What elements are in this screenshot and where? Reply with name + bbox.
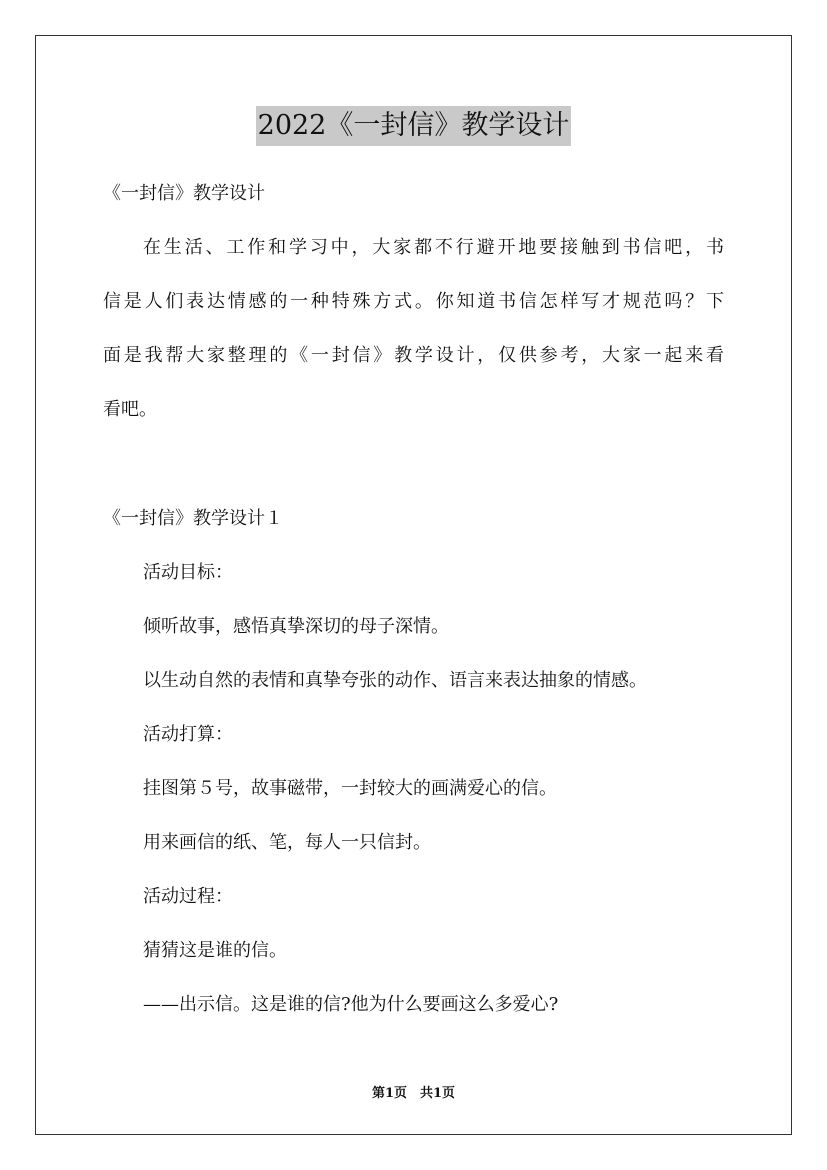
section-heading: 《一封信》教学设计１ (103, 508, 283, 529)
document-subtitle: 《一封信》教学设计 (103, 183, 265, 204)
section-line-3: 以生动自然的表情和真挚夸张的动作、语言来表达抽象的情感。 (143, 670, 647, 691)
page-number-label: 第1页 共1页 (371, 1086, 456, 1101)
document-title-text: 2022《一封信》教学设计 (256, 106, 572, 146)
intro-line-4: 看吧。 (103, 399, 157, 420)
section-line-2: 倾听故事，感悟真挚深切的母子深情。 (143, 616, 449, 637)
section-line-9: ——出示信。这是谁的信?他为什么要画这么多爱心? (143, 994, 559, 1015)
section-line-1: 活动目标： (143, 562, 233, 583)
document-title (0, 104, 827, 146)
intro-line-1: 在生活、工作和学习中，大家都不行避开地要接触到书信吧，书 (143, 237, 724, 258)
intro-line-3: 面是我帮大家整理的《一封信》教学设计，仅供参考，大家一起来看 (103, 345, 724, 366)
section-line-8: 猜猜这是谁的信。 (143, 940, 287, 961)
section-line-4: 活动打算： (143, 724, 233, 745)
section-line-5: 挂图第５号，故事磁带，一封较大的画满爱心的信。 (143, 778, 557, 799)
page-footer (0, 1085, 827, 1103)
section-line-7: 活动过程： (143, 886, 233, 907)
intro-line-2: 信是人们表达情感的一种特殊方式。你知道书信怎样写才规范吗？下 (103, 291, 724, 312)
section-line-6: 用来画信的纸、笔，每人一只信封。 (143, 832, 431, 853)
